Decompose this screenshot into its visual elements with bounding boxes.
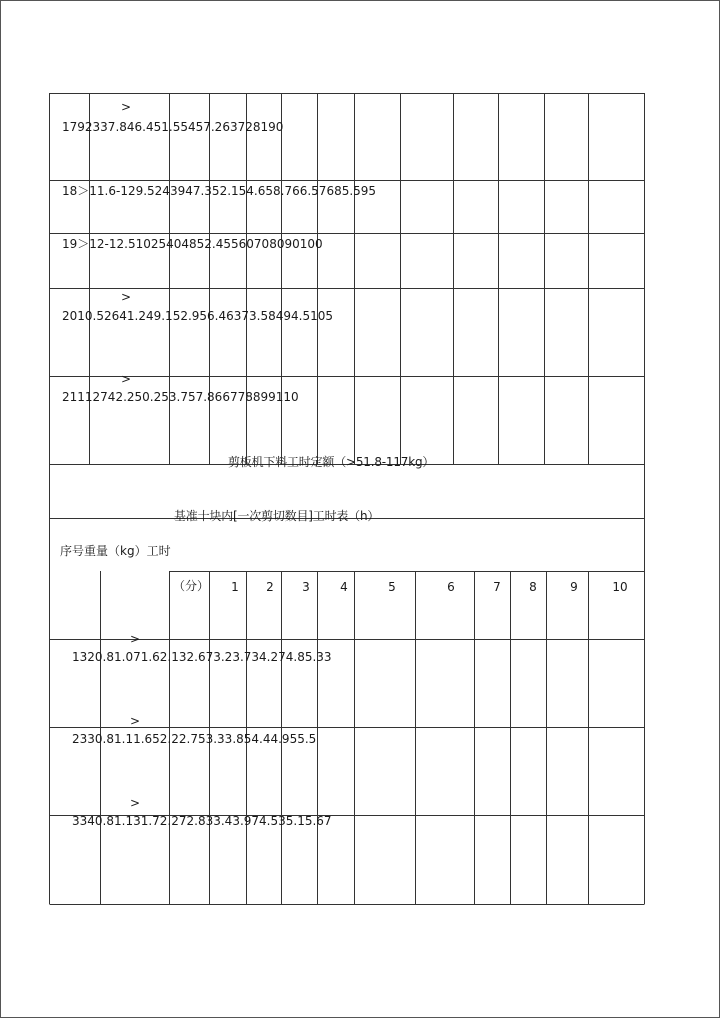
s2-row-1-marker: > — [130, 632, 141, 646]
section-subtitle: 基准十块内[一次剪切数目]工时表（h） — [174, 509, 380, 523]
s2-row-2-text: 2330.81.11.652.22.753.33.854.44.955.5 — [72, 732, 317, 746]
row-18-text: 18＞11.6-129.5243947.352.154.658.766.57685.595 — [62, 184, 377, 198]
row-17-text: 1792337.846.451.55457.263728190 — [62, 120, 284, 134]
col-number: 2 — [266, 580, 274, 594]
row-17-marker: > — [121, 100, 132, 114]
row-21-marker: > — [121, 372, 132, 386]
s2-row-3-text: 3340.81.131.72.272.833.43.974.535.15.67 — [72, 814, 332, 828]
s2-row-1-text: 1320.81.071.62.132.673.23.734.274.85.33 — [72, 650, 332, 664]
col-number: 7 — [493, 580, 501, 594]
col-number: 10 — [612, 580, 628, 594]
s2-row-3-marker: > — [130, 796, 141, 810]
s2-row-2-marker: > — [130, 714, 141, 728]
row-20-marker: > — [121, 290, 132, 304]
col-number: 5 — [388, 580, 396, 594]
header-label: 序号重量（kg）工时 — [60, 544, 171, 558]
row-20-text: 2010.52641.249.152.956.46373.58494.5105 — [62, 309, 334, 323]
header-unit: （分） — [173, 579, 210, 593]
col-number: 3 — [302, 580, 310, 594]
col-number: 4 — [340, 580, 348, 594]
col-number: 1 — [231, 580, 239, 594]
section-title: 剪板机下料工时定额（>51.8-117kg） — [228, 455, 435, 469]
row-21-text: 21112742.250.253.757.866778899110 — [62, 390, 299, 404]
row-19-text: 19＞12-12.51025404852.45560708090100 — [62, 237, 323, 251]
col-number: 9 — [570, 580, 578, 594]
col-number: 8 — [529, 580, 537, 594]
col-number: 6 — [447, 580, 455, 594]
